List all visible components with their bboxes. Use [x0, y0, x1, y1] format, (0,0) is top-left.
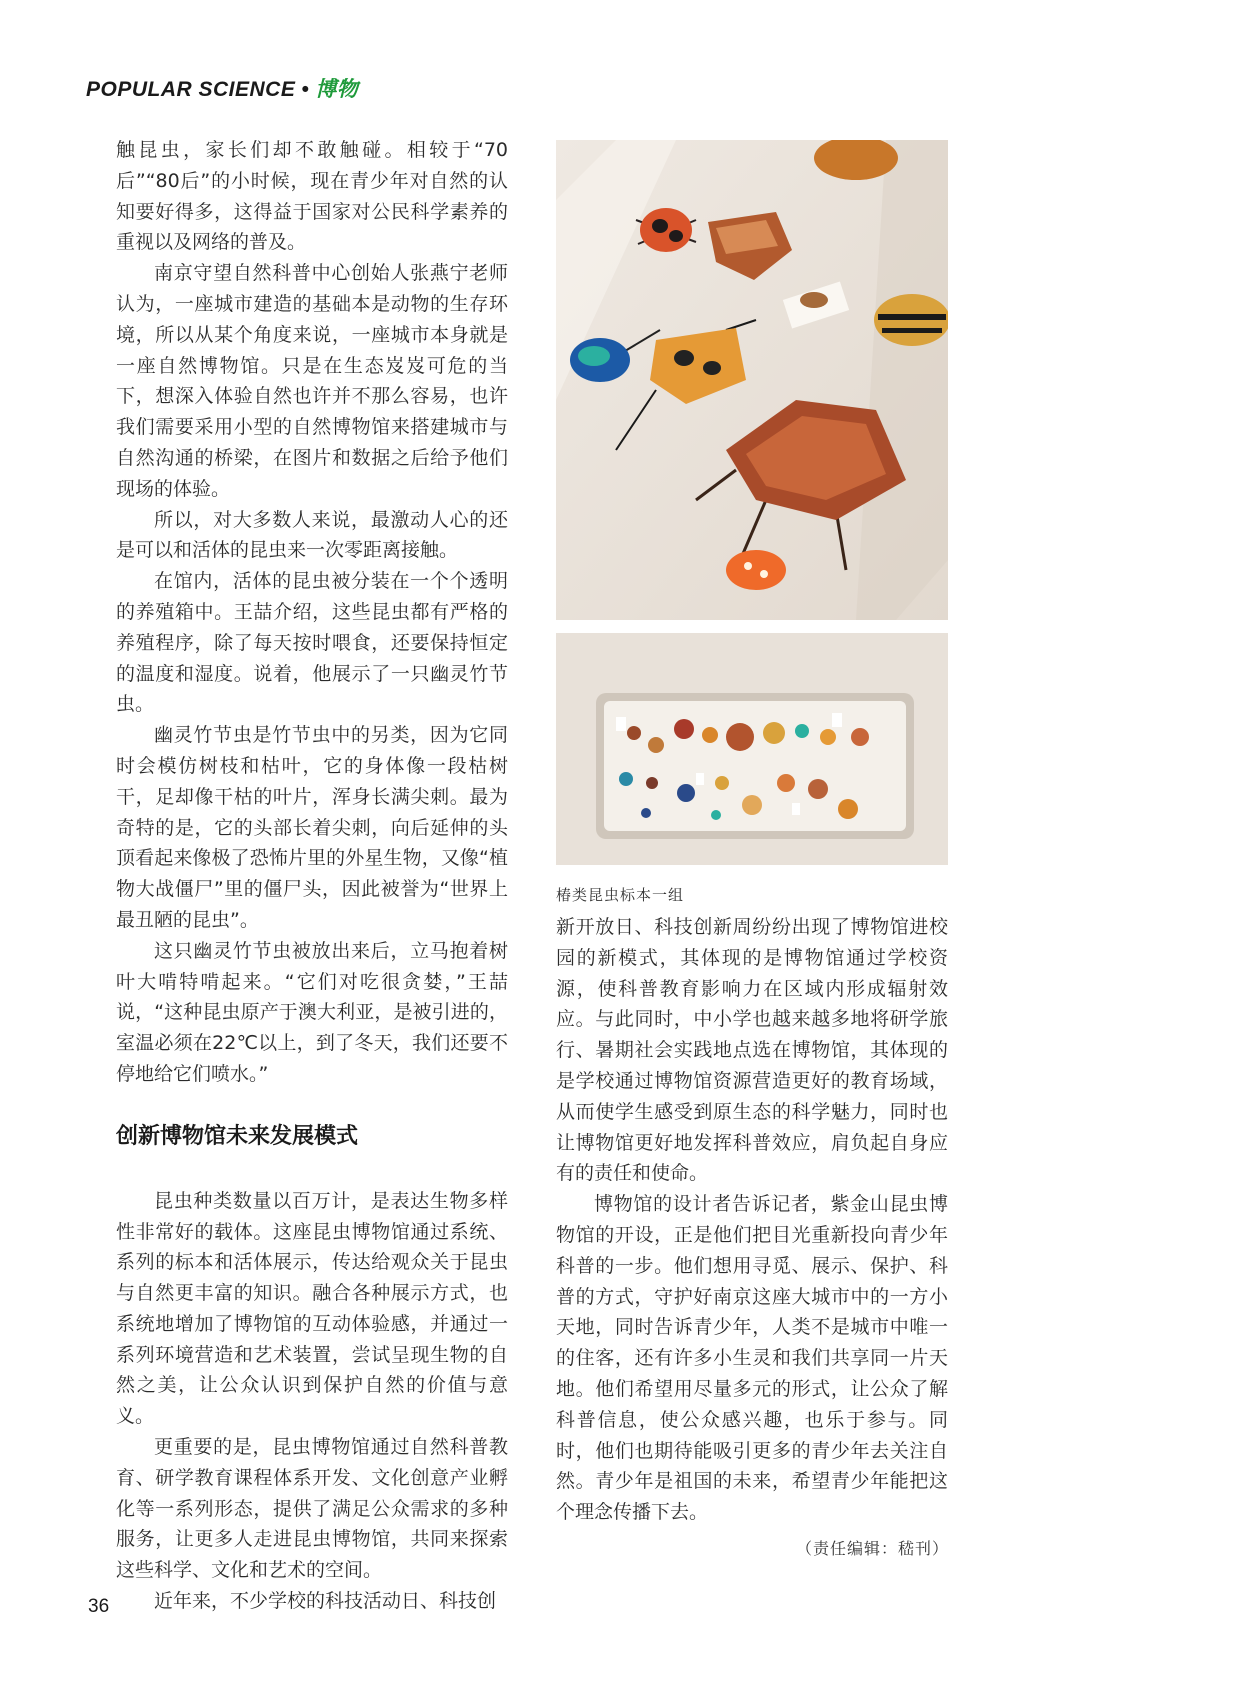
magazine-header	[86, 73, 358, 103]
paragraph: 更重要的是，昆虫博物馆通过自然科普教育、研学教育课程体系开发、文化创意产业孵化等一系列形态，提供了满足公众需求的多种服务，让更多人走进昆虫博物馆，共同来探索这些科学、文化和艺术的空间。	[116, 1436, 508, 1582]
paragraph: 触昆虫，家长们却不敢触碰。相较于“70后”“80后”的小时候，现在青少年对自然的认知要好得多，这得益于国家对公民科学素养的重视以及网络的普及。	[116, 139, 508, 254]
section-name: 博物	[315, 78, 359, 101]
paragraph: 南京守望自然科普中心创始人张燕宁老师认为，一座城市建造的基础本是动物的生存环境，所以从某个角度来说，一座城市本身就是一座自然博物馆。只是在生态岌岌可危的当下，想深入体验自然也许并不那么容易，也许我们需要采用小型的自然博物馆来搭建城市与自然沟通的桥梁，在图片和数据之后给予他们现场的体验。	[116, 262, 508, 500]
paragraph: 新开放日、科技创新周纷纷出现了博物馆进校园的新模式，其体现的是博物馆通过学校资源，使科普教育影响力在区域内形成辐射效应。与此同时，中小学也越来越多地将研学旅行、暑期社会实践地点选在博物馆，其体现的是学校通过博物馆资源营造更好的教育场域，从而使学生感受到原生态的科学魅力，同时也让博物馆更好地发挥科普效应，肩负起自身应有的责任和使命。	[556, 916, 948, 1185]
paragraph: 昆虫种类数量以百万计，是表达生物多样性非常好的载体。这座昆虫博物馆通过系统、系列的标本和活体展示，传达给观众关于昆虫与自然更丰富的知识。融合各种展示方式，也系统地增加了博物馆的互动体验感，并通过一系列环境营造和艺术装置，尝试呈现生物的自然之美，让公众认识到保护自然的价值与意义。	[116, 1189, 508, 1428]
photo-caption: 椿类昆虫标本一组	[556, 886, 685, 904]
brand-name: POPULAR SCIENCE	[86, 78, 296, 101]
header-separator: •	[301, 78, 310, 101]
display-case-illustration	[556, 633, 948, 865]
left-column	[116, 135, 508, 1617]
paragraph: 博物馆的设计者告诉记者，紫金山昆虫博物馆的开设，正是他们把目光重新投向青少年科普的一步。他们想用寻觅、展示、保护、科普的方式，守护好南京这座大城市中的一方小天地，同时告诉青少年，人类不是城市中唯一的住客，还有许多小生灵和我们共享同一片天地。他们希望用尽量多元的形式，让公众了解科普信息，使公众感兴趣，也乐于参与。同时，他们也期待能吸引更多的青少年去关注自然。青少年是祖国的未来，希望青少年能把这个理念传播下去。	[556, 1193, 948, 1524]
paragraph: 近年来，不少学校的科技活动日、科技创	[154, 1590, 497, 1613]
insect-specimen-illustration	[556, 140, 948, 620]
section-heading: 创新博物馆未来发展模式	[116, 1123, 359, 1149]
insect-specimen-photo	[556, 140, 948, 620]
editor-credit: （责任编辑：嵇刊）	[796, 1539, 950, 1558]
paragraph: 幽灵竹节虫是竹节虫中的另类，因为它同时会模仿树枝和枯叶，它的身体像一段枯树干，足却像干枯的叶片，浑身长满尖刺。最为奇特的是，它的头部长着尖刺，向后延伸的头顶看起来像极了恐怖片里的外星生物，又像“植物大战僵尸”里的僵尸头，因此被誉为“世界上最丑陋的昆虫”。	[116, 724, 508, 931]
paragraph: 这只幽灵竹节虫被放出来后，立马抱着树叶大啃特啃起来。“它们对吃很贪婪，”王喆说，“这种昆虫原产于澳大利亚，是被引进的，室温必须在22℃以上，到了冬天，我们还要不停地给它们喷水。”	[116, 939, 508, 1085]
paragraph: 在馆内，活体的昆虫被分装在一个个透明的养殖箱中。王喆介绍，这些昆虫都有严格的养殖程序，除了每天按时喂食，还要保持恒定的温度和湿度。说着，他展示了一只幽灵竹节虫。	[116, 570, 508, 716]
paragraph: 所以，对大多数人来说，最激动人心的还是可以和活体的昆虫来一次零距离接触。	[116, 508, 508, 562]
right-column	[556, 912, 948, 1528]
page-number: 36	[88, 1596, 110, 1617]
specimen-display-case-photo	[556, 633, 948, 865]
